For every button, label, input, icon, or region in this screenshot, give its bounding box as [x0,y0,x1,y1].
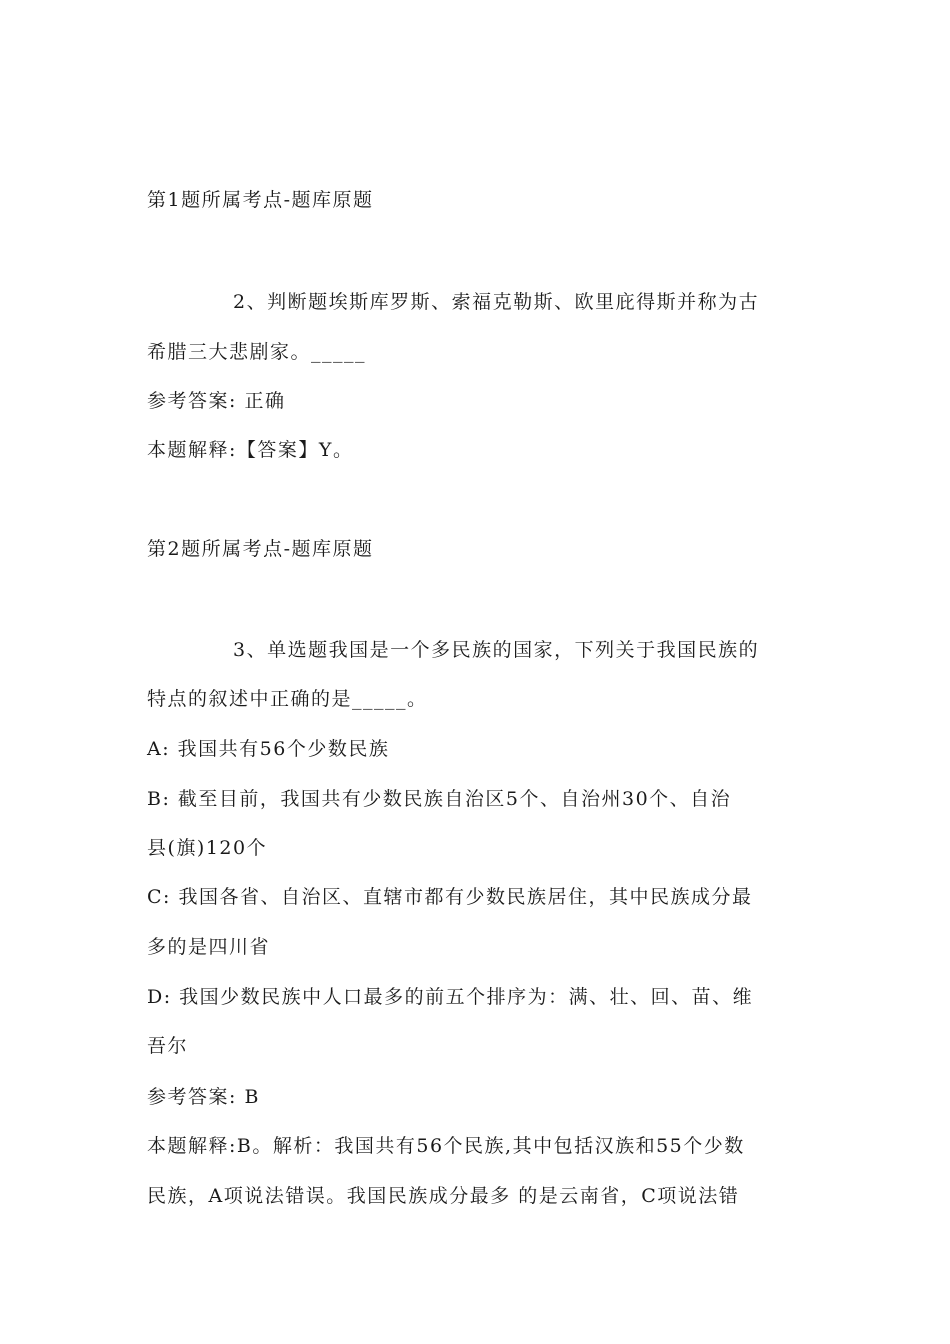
question-3-option-d-line-2: 吾尔 [147,1035,189,1057]
question-3-option-b-line-2: 县(旗)120个 [147,837,268,859]
question-3-option-c-line-1: C: 我国各省、自治区、直辖市都有少数民族居住，其中民族成分最 [147,886,753,908]
question-3-option-c-line-2: 多的是四川省 [147,936,271,958]
question-3-text-line-2: 特点的叙述中正确的是_____。 [147,688,428,710]
section-1-title: 第1题所属考点-题库原题 [147,189,374,211]
question-2-answer: 参考答案: 正确 [147,390,286,412]
question-3-text-line-1: 3、单选题我国是一个多民族的国家，下列关于我国民族的 [233,639,760,661]
question-3-answer: 参考答案: B [147,1086,260,1108]
question-3-option-b-line-1: B: 截至目前，我国共有少数民族自治区5个、自治州30个、自治 [147,788,732,810]
section-2-title: 第2题所属考点-题库原题 [147,538,374,560]
question-2-explanation: 本题解释:【答案】Y。 [147,439,354,461]
question-2-text-line-2: 希腊三大悲剧家。_____ [147,341,367,363]
question-3-option-d-line-1: D: 我国少数民族中人口最多的前五个排序为：满、壮、回、苗、维 [147,986,754,1008]
question-2-text-line-1: 2、判断题埃斯库罗斯、索福克勒斯、欧里庇得斯并称为古 [233,291,760,313]
question-3-explanation-line-1: 本题解释:B。解析：我国共有56个民族,其中包括汉族和55个少数 [147,1135,745,1157]
question-3-option-a: A: 我国共有56个少数民族 [147,738,390,760]
question-3-explanation-line-2: 民族，A项说法错误。我国民族成分最多 的是云南省，C项说法错 [147,1185,740,1207]
